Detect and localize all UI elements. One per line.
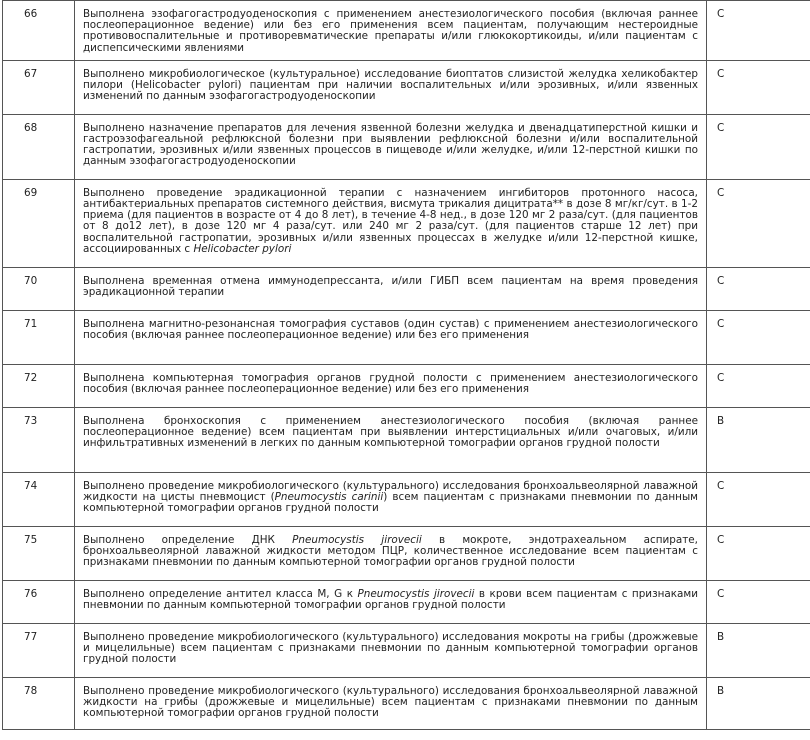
criterion-text xyxy=(75,179,707,267)
table-row xyxy=(3,580,810,623)
criterion-text-part: в крови всем пациентам с признаками пневмонии по данным компьютерной томографии органов грудной полости xyxy=(83,587,698,612)
criterion-text: Выполнено микробиологическое (культуральное) исследование биоптатов слизистой желудка хеликобактер пилори (Helicobacter pylori) пациентам при наличии воспалительных и/или эрозивных, и/или язвенных изменений по данным эзофагогастродуоденоскопии xyxy=(75,60,707,114)
criterion-text: Выполнена бронхоскопия с применением анестезиологического пособия (включая раннее послеоперационное ведение) всем пациентам при выявлении интерстициальных и/или очаговых, и/или инфильтративных изменений в легких по данным компьютерной томографии органов грудной полости xyxy=(75,407,707,472)
row-number: 75 xyxy=(3,526,75,580)
evidence-level: С xyxy=(707,60,810,114)
table-row xyxy=(3,310,810,364)
row-number: 72 xyxy=(3,364,75,407)
evidence-level: В xyxy=(707,677,810,729)
criterion-text: Выполнена временная отмена иммунодепрессанта, и/или ГИБП всем пациентам на время проведения эрадикационной терапии xyxy=(75,267,707,310)
criterion-text: Выполнена магнитно-резонансная томография суставов (один сустав) с применением анестезиологического пособия (включая раннее послеоперационное ведение) или без его применения xyxy=(75,310,707,364)
table-row xyxy=(3,623,810,677)
evidence-level: С xyxy=(707,526,810,580)
criterion-text xyxy=(75,580,707,623)
organism-name: Pneumocystis carinii xyxy=(274,491,384,504)
criterion-text: Выполнена компьютерная томография органов грудной полости с применением анестезиологического пособия (включая раннее послеоперационное ведение) или без его применения xyxy=(75,364,707,407)
organism-name: Helicobacter pylori xyxy=(193,242,292,255)
criterion-text-part: Выполнено проведение микробиологического (культурального) исследования бронхоальвеолярной лаважной жидкости на цисты пневмоцист ( xyxy=(83,479,698,504)
row-number: 73 xyxy=(3,407,75,472)
criterion-text-part: в мокроте, эндотрахеальном аспирате, бронхоальвеолярной лаважной жидкости методом ПЦР, количественное исследование всем пациентам с признаками пневмонии по данным компьютерной томографии органов грудной полости xyxy=(83,533,698,569)
organism-name: Pneumocystis jirovecii xyxy=(292,533,422,546)
table-row xyxy=(3,526,810,580)
row-number: 70 xyxy=(3,267,75,310)
table-row xyxy=(3,114,810,179)
row-number: 69 xyxy=(3,179,75,267)
table-row xyxy=(3,60,810,114)
row-number: 77 xyxy=(3,623,75,677)
criterion-text: Выполнено проведение микробиологического (культурального) исследования мокроты на грибы (дрожжевые и мицелильные) всем пациентам с признаками пневмонии по данным компьютерной томографии органов грудной полости xyxy=(75,623,707,677)
criterion-text-part: Выполнено проведение эрадикационной терапии с назначением ингибиторов протонного насоса, антибактериальных препаратов системного действия, висмута трикалия дицитрата** в дозе 8 мг/кг/сут. в 1-2 приема (для пациентов в возрасте от 4 до 8 лет), в течение 4-8 нед., в дозе 120 мг 2 раза/сут. (для пациентов от 8 до12 лет), в дозе 120 мг 4 раза/сут. или 240 мг 2 раза/сут. (для пациентов старше 12 лет) при воспалительной гастропатии, эрозивных и/или язвенных процессах в желудке и/или 12-перстной кишке, ассоциированных с xyxy=(83,186,698,255)
evidence-level: С xyxy=(707,310,810,364)
row-number: 78 xyxy=(3,677,75,729)
criterion-text-part: ) всем пациентам с признаками пневмонии по данным компьютерной томографии органов грудной полости xyxy=(83,491,698,515)
criterion-text xyxy=(75,472,707,526)
evidence-level: С xyxy=(707,364,810,407)
row-number: 67 xyxy=(3,60,75,114)
table-row xyxy=(3,1,810,61)
table-row xyxy=(3,267,810,310)
evidence-level: С xyxy=(707,1,810,61)
row-number: 71 xyxy=(3,310,75,364)
criterion-text: Выполнено проведение микробиологического (культурального) исследования бронхоальвеолярной лаважной жидкости на грибы (дрожжевые и мицелильные) всем пациентам с признаками пневмонии по данным компьютерной томографии органов грудной полости xyxy=(75,677,707,729)
table-row xyxy=(3,677,810,729)
criteria-table xyxy=(2,0,810,730)
row-number: 68 xyxy=(3,114,75,179)
evidence-level: В xyxy=(707,623,810,677)
table-row xyxy=(3,472,810,526)
criterion-text-part: Выполнено определение антител класса M, G к xyxy=(83,587,358,600)
evidence-level: В xyxy=(707,407,810,472)
evidence-level: С xyxy=(707,179,810,267)
row-number: 76 xyxy=(3,580,75,623)
row-number: 66 xyxy=(3,1,75,61)
evidence-level: С xyxy=(707,114,810,179)
evidence-level: С xyxy=(707,267,810,310)
criterion-text: Выполнена эзофагогастродуоденоскопия с применением анестезиологического пособия (включая раннее послеоперационное ведение) или без его применения всем пациентам, получающим нестероидные противовоспалительные и противоревматические препараты и/или глюкокортикоиды, и/или пациентам с диспепсическими явлениями xyxy=(75,1,707,61)
table-row xyxy=(3,407,810,472)
criterion-text xyxy=(75,526,707,580)
table-row xyxy=(3,179,810,267)
table-row xyxy=(3,364,810,407)
evidence-level: С xyxy=(707,472,810,526)
row-number: 74 xyxy=(3,472,75,526)
criterion-text-part: Выполнено определение ДНК xyxy=(83,533,293,546)
criterion-text: Выполнено назначение препаратов для лечения язвенной болезни желудка и двенадцатиперстной кишки и гастроэзофагеальной рефлюксной болезни при выявлении рефлюксной болезни и/или воспалительной гастропатии, эрозивных и/или язвенных процессов в пищеводе и/или желудке, и/или 12-перстной кишки по данным эзофагогастродуоденоскопии xyxy=(75,114,707,179)
organism-name: Pneumocystis jirovecii xyxy=(357,587,475,600)
evidence-level: С xyxy=(707,580,810,623)
